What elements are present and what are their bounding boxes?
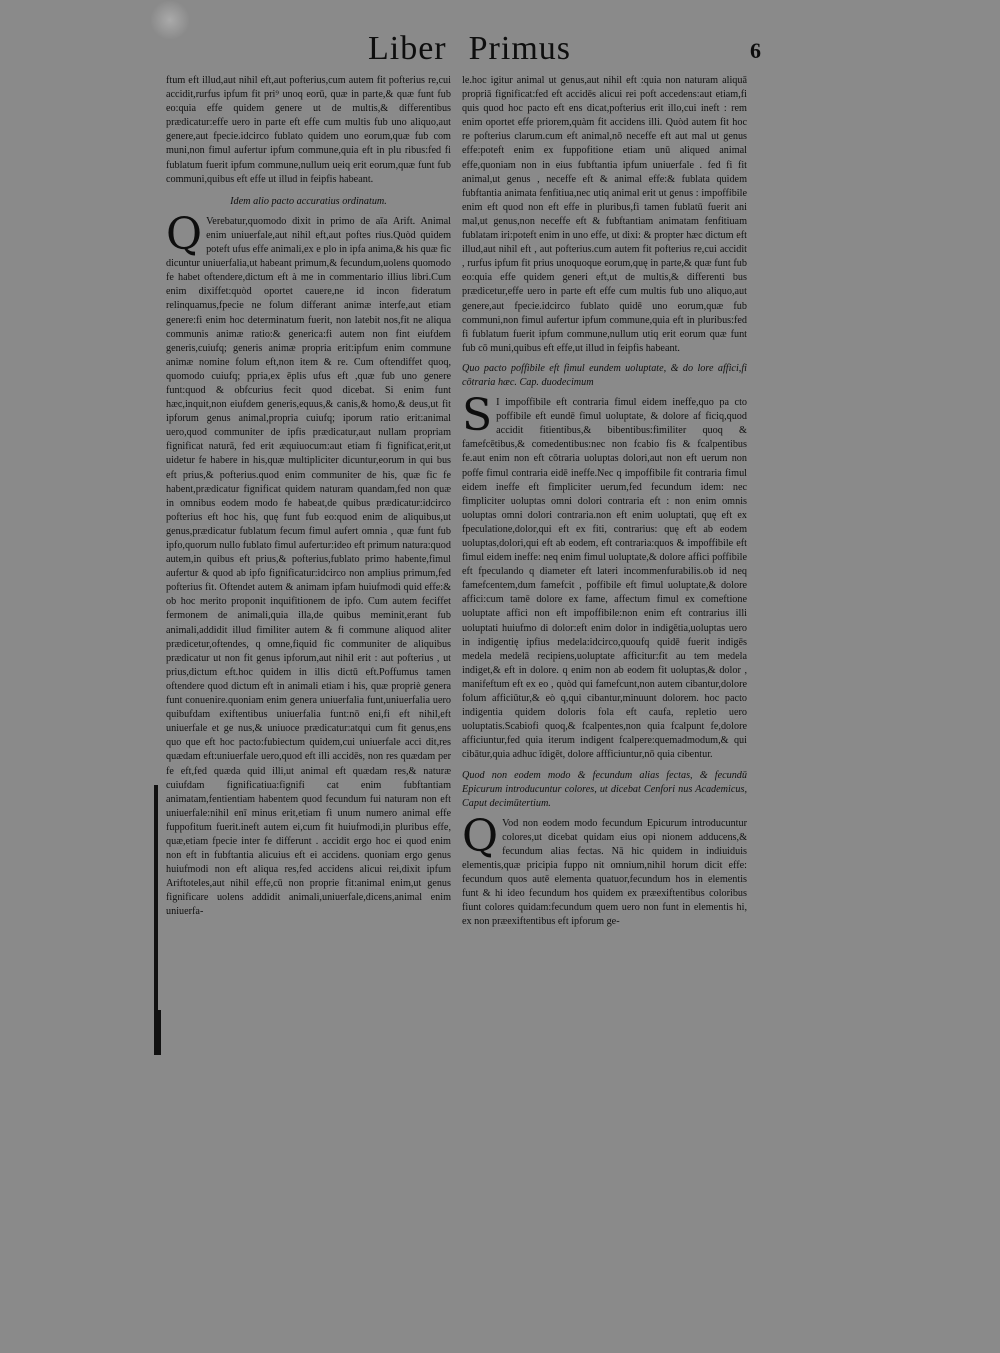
chapter-heading-13: Quod non eodem modo & fecundum alias fectas, & fecundū Epicurum introducuntur colores, ut dicebat Cenfori nus Academicus, Caput decimūtertium. bbox=[462, 769, 747, 809]
left-opening-paragraph: ftum eft illud,aut nihil eft,aut pofterius,cum autem fit pofterius re,cui accidit,rurfus ipfum fit pri⁹ unoq eorū, quæ in parte,& quæ funt fub eo:quia effe quidem genere ut de multis,& differentibus prædicatur:effe uero in parte eft effe cum multis fub uno aliquo,aut genere,aut fpecie.idcirco fublato quidem uno eorum,quæ fub com muni,non fimul aufertur ipfum commune,quia eft in plu ribus:fed fi fublatum fuerit ipfum commune,nullum ueiq erit eorum,quæ funt fub communi,quibus eft effe ut illud in feipfis habeant. bbox=[166, 75, 451, 185]
drop-cap-q: Q bbox=[166, 208, 203, 260]
left-subheading: Idem alio pacto accuratius ordinatum. bbox=[230, 195, 387, 207]
left-column bbox=[166, 74, 451, 920]
chapter-12-text: I impoffibile eft contraria fimul eidem ineffe,quo pa cto poffibile eft eundē fimul uoluptate, & dolore af ficiq,quod accidit fitientibus,& bibentibus:fimiliter quoq & famefcētibus,& comedentibus:nec non fcabio fis & fcalpentibus fe.aut enim non eft cōtraria uoluptas dolori,aut non eft uerum non poffe fimul contraria eidē ineffe.Nec q impoffibile fit contraria fimul eidem ineffe eft fimpliciter uerum,fed fecundum idem: nec fimpliciter uoluptas omni dolori contraria eft : non enim omnis uoluptas omni dolori contraria.non eft enim uoluptati, quę eft ex fpeculatione,dolor,qui eft ex fiti, contrarius: quę eft ab eodem uoluptas,dolori,qui eft ab eodem, eft contraria:quos & impoffibile eft fimul eidem ineffe: neq enim fimul uoluptate,& dolore affici poffibile eft fpeculando q diameter eft lateri incommenfurabilis.ob id neq famefcentem,dum famefcit , poffibile eft fimul uoluptate,& dolore affici:cum tamē dolore ex fame, affectum fimul ex comeftione uoluptate affici non eft impoffibile:non enim eft contrarius illi uoluptati huiufmo di dolor:eft enim dolor in indigētia,uoluptas uero in indigentię ipfius medela:idcirco,quoufq quidē fuerit indigēs medela medelā recipiens,uoluptate afficitur:fit au tem medela indiget,& eft in dolore. q enim non ab eodem fit uoluptas,& dolor , manifeftum eft ex eo , quòd qui famefcunt,non autem cibantur,dolore folum afficiūtur,& eò q,qui cibantur,minuunt dolorem. hoc pacto indigentia quidem doloris fola eft caufa, repletio uero uoluptatis.Scabiofi quoq,& fcalpentes,non quia fcalpunt fe,dolore afficiuntur,fed quia iterum indigent fcalpere:quemadmodum,& qui cibātur,quia adhuc īdigēt, dolore affficiuntur,nō quia cibentur. bbox=[462, 397, 747, 761]
folio-number: 6 bbox=[750, 38, 761, 63]
right-opening-paragraph: le.hoc igitur animal ut genus,aut nihil eft :quia non naturam aliquā propriā fignificat:fed eft accidēs alicui rei poft accedens:aut etiam,fi quis quod hoc pacto eft ens dicat,pofterius erit illo,cui ineft : rem enim oportet effe priorem,quàm fit accidens illi. Quòd autem fit hoc re pofterius clarum.cum eft animal,nō neceffe eft aut mal ut genus effe:poteft enim ex fuppofitione etiam unū aliqued animal effe,quoniam non in eius fubftantia ipfum uniuerfale . fed fi fit animal,ut genus , neceffe eft & animal effe:& fublata quidem fubftantia animata fenfitiua,nec utiq animal erit ut genus : impoffibile enim eft quod non eft effe in pluribus,fi tamen fublatū fuerit ani mal,ut genus,non neceffe eft & fubftantiam animatam fenfitiuam fublatam iri:poteft enim in uno effe, ut dixi: & propter hæc dictum eft illud,aut nihil eft , aut pofterius.cum autem fit pofterius re,cui accidit , rurfus ipfum fit prius unoquoque eorum,quę in parte,& quæ funt fub eo:quia effe quidem generi eft,ut de multis,& differenti bus prædicetur,effe uero in parte eft effe cum multis fub uno aliquo,aut genere,aut fpecie.idcirco fublato quidē uno eorum,quæ fub communi,non fimul aufertur ipfum commune,quia eft in pluribus:fed fi fublatum fuerit ipfum commune,nullum utiq erit eorum quæ funt fub cō muni,quibus eft effe,ut illud in feipfis habeant. bbox=[462, 75, 747, 354]
header-word-primus: Primus bbox=[468, 30, 571, 67]
right-column bbox=[462, 74, 747, 930]
header-word-liber: Liber bbox=[368, 30, 447, 67]
chapter-13-paragraph bbox=[462, 810, 747, 930]
chapter-heading-12: Quo pacto poffibile eft fimul eundem uoluptate, & do lore affici,fi cōtraria hæc. Cap. duodecimum bbox=[462, 362, 747, 388]
chapter-13-text: Vod non eodem modo fecundum Epicurum introducuntur colores,ut dicebat quidam eius opi nionem adducens,& fecundum alias fectas. Nā hic quidem in indiuiduis elementis,quæ pricipia fuppo nit omnium,nihil horum dicit effe: fecundum quos autē elementa quatuor,fecundum hos in elementis funt & hi ideo fecundum hos quidem ex præexiftentibus coloribus fiunt colores quidam:fecundum quem uero non funt in elementis hi, ex non præexiftentibus eft ipforum ge- bbox=[462, 817, 747, 928]
chapter-12-paragraph bbox=[462, 390, 747, 762]
scanned-page bbox=[150, 0, 780, 1060]
margin-rule-lower bbox=[158, 1010, 161, 1055]
running-header bbox=[368, 30, 571, 68]
left-body-paragraph bbox=[166, 208, 451, 920]
drop-cap-s: S bbox=[462, 390, 493, 442]
left-body-text: Verebatur,quomodo dixit in primo de aīa Arift. Animal enim uniuerfale,aut nihil eft,aut poftes rius.Quòd quidem poteft ufus effe animali,ex e plo in ipfa anima,& his quæ fic dicuntur uniuerfalia,ut habeant primum,& fecundum,uolens quomodo fe habet oftendere,dictum eft à me in commentario illius libri.Cum enim dixiffet:quòd oportet cauere,ne id incon fideratum relinquamus,fpecie ne folum differant animæ interfe,aut etiam genere:fi enim hoc determinatum fuerit, non latebit nos,fit ne aliqua communis animæ ratio:& generica:fi autem non fint eiufdem generis,cuiufq; generis animæ propria erit:ipfum enim commune animæ nomine folum eft,non item & re. Cum oftendiffet quoq, quomodo cuiufq; ppria,ex ēplis ufus eft ,quæ fub uno genere funt:quod & obfcurius fecit quod dicebat. Si enim funt hæc,inquit,non eiufdem generis,equus,& canis,& homo,& deus,ut fit ipforum genus animal,propria cuiufq; iporum ratio erit:animal uero,quod communiter de ipfis prædicatur,aut nullam propriam fignificat naturā, fed erit æquiuocum:aut etiam fi fignificat,erit,ut uidetur fe habere in his,quæ multipliciter dicuntur,eorum in qui bus eft prius,& pofterius.quod enim communiter de his, quæ fic fe habent,prædicatur fignificat quidem naturam quandam,fed non quæ in omnibus eodem modo fe habeat,de quibus prædicatur:idcirco pofterius eft hoc his, quę funt fub eo:quod enim de aliquibus,ut genus,prædicatur fublatum fecum fimul aufert omnia , quæ funt fub ipfo,quorum nullo fublato fimul aufertur:ideo eft primum natura:quod autem,in quibus eft prius,& pofterius,fublato primo habente,fimul aufertur & quod ab ipfo fignificatur:idcirco non amplius primum,fed pofterius fit. Oftendet autem & animam ipfam huiufmodi quid effe:& ob hoc merito proponit inquifitionem de ipfo. Cum autem feciffet fermonem de animali,quia illa,de quibus meminit,erant fub animali,addidit illud fimiliter autem & fi commune aliquod aliter prædicetur,oftendes, q omne,fiquid fic communiter de aliquibus prædicatur ut non fit genus ipforum,aut nihil erit : aut pofterius , ut prius,dictum eft.hoc quidem in illis dictū eft.Poffumus tamen oftendere quod dictum eft in animali etiam i his, quæ propriè genera funt conuenire.quoniam enim genera uniuerfalia funt,uniuerfalia uero quibufdam exiftentibus uniuerfalia funt:nō eni,fi eft nihil,eft uniuerfale et ge nus,& uniuoce prædicatur:atqui cum fit genus,ens quo que eft hoc pacto:fubiectum quidem,cui uniuerfale acci dit,res quædam eft:uniuerfale uero,quod eft illi accidēs, non res quædam per fe eft,fed quæda quid illi,ut animal eft quædam res,& naturæ cuiufdam fignificatiua:fignifi cat enim fubftantiam animatam,fentientiam habentem quod fecundum fui naturam non eft uniuerfale:nihil enī minus erit,etiam fi unum numero animal effe fuppofitum fuerit.ineft autem ei,cum fit huiufmodi,in pluribus effe, quæ,etiam fpecie inter fe differunt . accidit ergo hoc ei quod enim non eft in fubftantia alicuius eft ei accidens. quoniam ergo genus huiufmodi non eft aliqua res,fed accidens alicui rei,dixit ipfum Ariftoteles,aut nihil effe,cū non proprie fit:animal enim,ut genus fignificare uolens addidit animali,uniuerfale,dicens,animal enim uniuerfa- bbox=[166, 215, 451, 918]
page-stain bbox=[150, 0, 190, 40]
drop-cap-q-2: Q bbox=[462, 810, 499, 862]
